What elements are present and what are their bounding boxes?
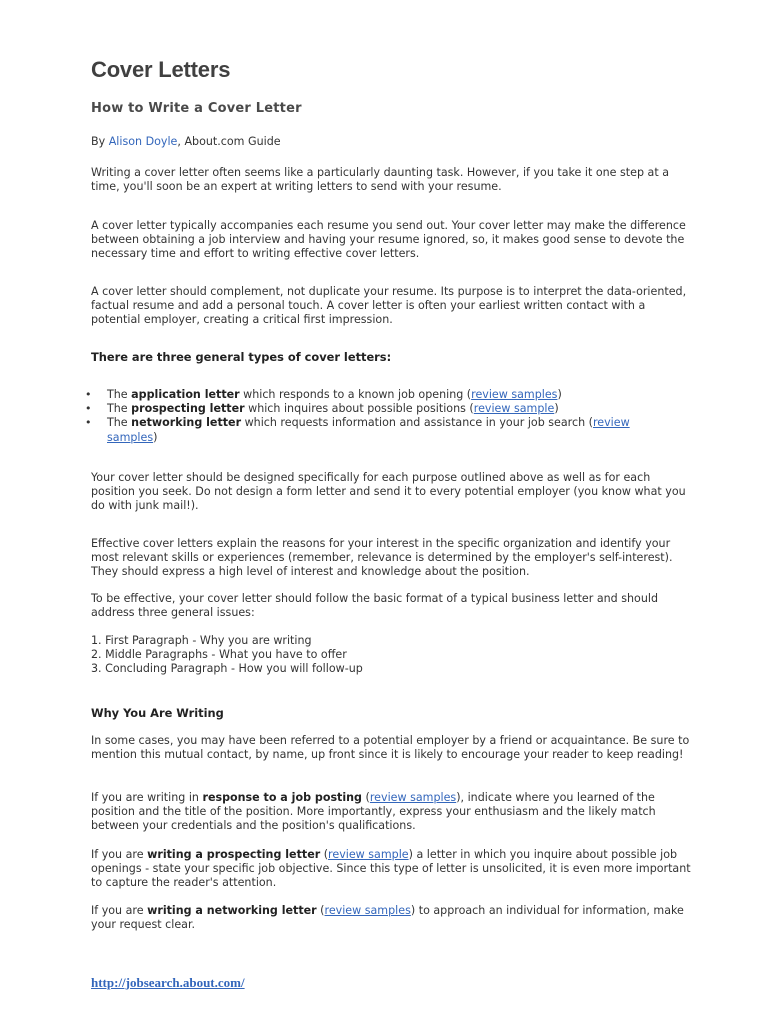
types-heading: There are three general types of cover letters: <box>91 350 392 364</box>
why-heading: Why You Are Writing <box>91 706 224 720</box>
design-paragraph: Your cover letter should be designed specifically for each purpose outlined above as well as for each position you seek. Do not design a form letter and send it to every potential employer (you know what you do with junk mail!). <box>91 471 686 513</box>
byline-prefix: By <box>91 135 109 148</box>
review-samples-link[interactable]: review samples <box>107 416 630 444</box>
review-sample-link[interactable]: review sample <box>328 848 409 861</box>
format-steps-list <box>91 634 691 677</box>
byline <box>91 135 691 149</box>
review-samples-link[interactable]: review samples <box>369 791 457 804</box>
bullet-icon: • <box>85 416 92 430</box>
letter-types-list <box>85 388 667 445</box>
footer <box>91 972 691 991</box>
list-item: 3. Concluding Paragraph - How you will follow-up <box>91 662 363 676</box>
intro-paragraph: Writing a cover letter often seems like a particularly daunting task. However, if you take it one step at a time, you'll soon be an expert at writing letters to send with your resume. <box>91 166 670 194</box>
prospecting-paragraph: If you are writing a prospecting letter (review sample) a letter in which you inquire about possible job openings - state your specific job objective. Since this type of letter is unsolicited, it is even more important to capture the reader's attention. <box>91 848 691 890</box>
review-sample-link[interactable]: review sample <box>473 402 555 416</box>
networking-paragraph: If you are writing a networking letter (review samples) to approach an individual for information, make your request clear. <box>91 904 684 932</box>
article-subtitle: How to Write a Cover Letter <box>91 101 302 116</box>
accompany-paragraph: A cover letter typically accompanies each resume you send out. Your cover letter may make the difference between obtaining a job interview and having your resume ignored, so, it makes good sense to devote the necessary time and effort to writing effective cover letters. <box>91 219 686 261</box>
review-samples-link[interactable]: review samples <box>471 388 558 401</box>
response-paragraph: If you are writing in response to a job posting (review samples), indicate where you learned of the position and the title of the position. More importantly, express your enthusiasm and the likely match between your credentials and the position's qualifications. <box>91 791 656 833</box>
author-link[interactable]: Alison Doyle <box>108 135 178 148</box>
list-item: 2. Middle Paragraphs - What you have to offer <box>91 648 347 662</box>
bullet-icon: • <box>85 388 92 401</box>
footer-url-link[interactable]: http://jobsearch.about.com/ <box>91 975 245 990</box>
review-samples-link[interactable]: review samples <box>324 904 411 917</box>
page-title: Cover Letters <box>91 57 231 82</box>
referral-paragraph: In some cases, you may have been referred to a potential employer by a friend or acquaintance. Be sure to mention this mutual contact, by name, up front since it is likely to encourage your reader to keep reading! <box>91 734 690 762</box>
bullet-icon: • <box>85 402 92 416</box>
list-item: • The prospecting letter which inquires about possible positions (review sample) <box>85 402 559 416</box>
list-item: • The networking letter which requests information and assistance in your job search (review samples) <box>85 416 630 444</box>
complement-paragraph: A cover letter should complement, not duplicate your resume. Its purpose is to interpret the data-oriented, factual resume and add a personal touch. A cover letter is often your earliest written contact with a potential employer, creating a critical first impression. <box>91 285 687 327</box>
effective-paragraph: Effective cover letters explain the reasons for your interest in the specific organization and identify your most relevant skills or experiences (remember, relevance is determined by the employer's self-interest). They should express a high level of interest and knowledge about the position. <box>91 537 673 579</box>
list-item: • The application letter which responds to a known job opening (review samples) <box>85 388 562 401</box>
format-paragraph: To be effective, your cover letter should follow the basic format of a typical business letter and should address three general issues: <box>91 592 658 620</box>
byline-suffix: , About.com Guide <box>177 135 281 148</box>
list-item: 1. First Paragraph - Why you are writing <box>91 634 312 647</box>
